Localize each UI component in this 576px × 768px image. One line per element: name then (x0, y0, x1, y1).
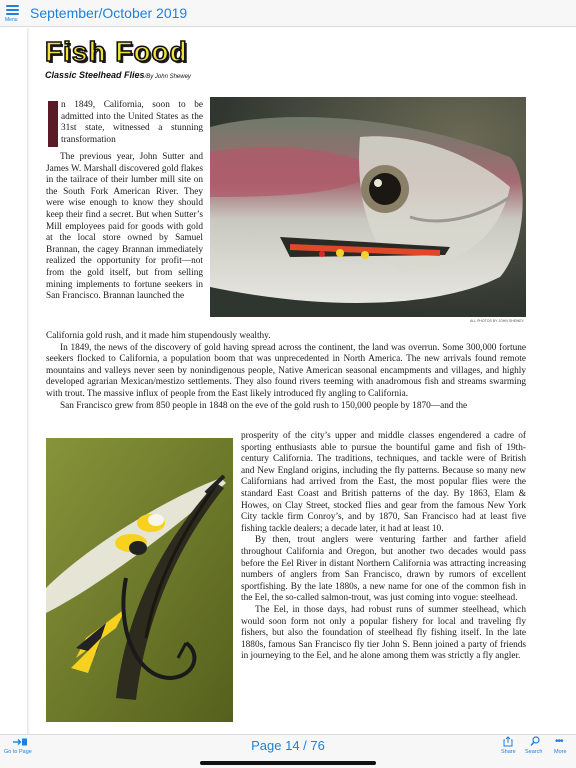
full-width-text (46, 331, 526, 412)
col1-paragraph: The previous year, John Sutter and James W. Marshall discovered gold flakes in the tailrace of their lumber mill site on the South Fork American River. They were wise enough to know they should keep their find a secret. But when Sutter’s Mill employees paid for goods with gold at the local store owned by Samuel Brannan, the cagey Brannan immediately realized the opportunity for profit—not from the gold itself, but from selling mining implements to fortune seekers in San Francisco. Brannan launched the (46, 152, 203, 302)
steelhead-fly-photo (46, 438, 233, 722)
intro-paragraph: n 1849, California, soon to be admitted into the United States as the 31st state, witnessed a stunning transformation (61, 100, 203, 145)
col2-text (241, 431, 526, 663)
search-icon (530, 736, 540, 747)
col2-paragraph-2: By then, trout anglers were venturing farther and farther afield throughout California and Oregon, but another two decades would pass before the Eel River in distant Northern California was attracting increasing numbers of anglers from San Francisco, drawn by rumors of excellent sportfishing. By the late 1880s, a new name for one of the common fish in the Eel, the so-called salmon-trout, was just coming into vogue: steelhead. (241, 535, 526, 604)
san-francisco-line: San Francisco grew from 850 people in 1848 on the eve of the gold rush to 150,000 people by 1870—and the (60, 400, 468, 411)
go-to-page-label: Go to Page (4, 749, 32, 755)
go-to-page-button[interactable] (2, 735, 40, 768)
steelhead-illustration (210, 97, 526, 317)
fly-illustration (46, 438, 233, 722)
influx-paragraph: In 1849, the news of the discovery of gold having spread across the continent, the land was overrun. Some 300,000 fortune seekers flocked to California, a population boom that was unprecedented in North America. The new arrivals found remote mountains and valleys never seen by nonindigenous people, Native American seasonal encampments and villages, and highly developed agrarian Mexican/mestizo settlements. They also found rivers teeming with anadromous fish and streams swarming with trout. The massive influx of people from the East likely introduced fly angling to California. (46, 342, 526, 399)
top-app-bar (0, 0, 576, 27)
article-headline: Fish Food (45, 36, 188, 67)
intro-text (61, 100, 203, 146)
col2-paragraph-3: The Eel, in those days, had robust runs of summer steelhead, which would soon form not only a popular fishery for local and traveling fly fishers, but also the foundation of steelhead fly fishing itself. In the late 1880s, famous San Francisco fly tier John S. Benn joined a party of friends in journeying to the Eel, and he alone among them was strictly a fly angler. (241, 604, 526, 662)
drop-cap (48, 101, 58, 147)
col1-text (46, 152, 203, 303)
menu-label: Menu (5, 17, 18, 23)
more-icon: ••• (555, 736, 563, 747)
page-indicator[interactable]: Page 14 / 76 (251, 738, 325, 753)
search-button[interactable] (524, 735, 546, 768)
menu-button[interactable] (2, 3, 26, 25)
col2-paragraph-1: prosperity of the city’s upper and middle classes engendered a cadre of sporting enthusiasts able to pursue the bountiful game and fish of 19th-century California. The traditions, techniques, and tackle were of British and New England origins, including the fly patterns. Because so many new Californians had arrived from the East, the most popular flies were the standard East Coast and British patterns of the day. By 1863, Elam & Howes, on Clay Street, stocked flies and gear from the famous New York City tackle firm Conroy’s, and by 1870, San Francisco had at least five fishing tackle dealers; a decade later, it had at least 10. (241, 431, 526, 534)
more-button[interactable] (550, 735, 572, 768)
share-icon (503, 736, 513, 747)
more-label: More (554, 749, 567, 755)
home-indicator (200, 761, 376, 765)
search-label: Search (525, 749, 543, 755)
share-label: Share (501, 749, 516, 755)
subtitle-text: Classic Steelhead Flies (45, 70, 145, 80)
page-gutter (27, 28, 30, 734)
photo-credit: ALL PHOTOS BY JOHN SHEWEY (470, 319, 525, 323)
byline: /By John Shewey (144, 74, 191, 80)
gold-rush-line: California gold rush, and it made him stupendously wealthy. (46, 331, 271, 341)
article-subtitle (45, 70, 191, 80)
bottom-toolbar (0, 734, 576, 768)
issue-title: September/October 2019 (30, 5, 188, 21)
share-button[interactable] (498, 735, 518, 768)
steelhead-photo (210, 97, 526, 317)
go-to-page-icon (12, 738, 28, 746)
